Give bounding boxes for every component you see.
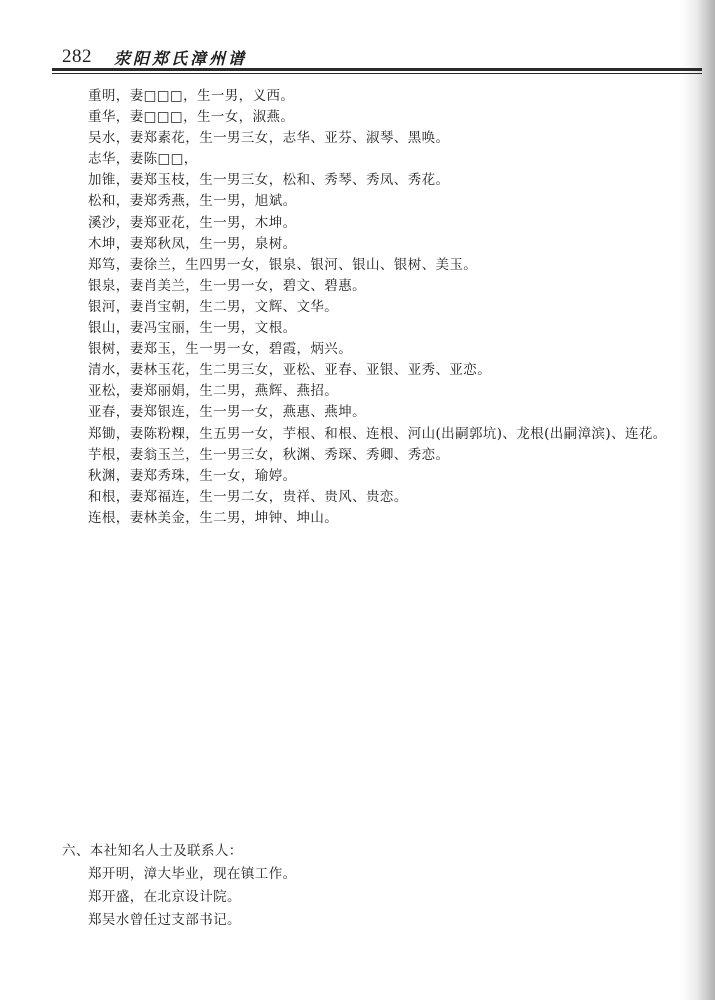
genealogy-entry: 加锥，妻郑玉枝，生一男三女，松和、秀琴、秀凤、秀花。	[88, 172, 450, 189]
genealogy-entry: 和根，妻郑福连，生一男二女，贵祥、贵风、贵恋。	[88, 488, 408, 505]
genealogy-entry: 银泉，妻肖美兰，生一男一女，碧文、碧惠。	[88, 277, 366, 294]
page-number: 282	[62, 46, 92, 67]
book-title: 荥阳郑氏漳州谱	[114, 49, 248, 68]
contact-entry: 郑吴水曾任过支部书记。	[88, 912, 241, 928]
genealogy-entry: 溪沙，妻郑亚花，生一男，木坤。	[88, 214, 297, 231]
genealogy-entry: 郑笃，妻徐兰，生四男一女，银泉、银河、银山、银树、美玉。	[88, 256, 478, 273]
genealogy-entry: 重明，妻□□□，生一男，义西。	[88, 88, 295, 104]
genealogy-entry: 连根，妻林美金，生二男，坤钟、坤山。	[88, 509, 339, 526]
contact-entry: 郑开明，漳大毕业，现在镇工作。	[88, 866, 297, 882]
genealogy-entry: 重华，妻□□□，生一女，淑燕。	[88, 109, 295, 126]
genealogy-entry: 芋根，妻翁玉兰，生一男三女，秋渊、秀琛、秀卿、秀恋。	[88, 446, 450, 463]
contact-list	[62, 863, 682, 932]
genealogy-entry: 亚春，妻郑银连，生一男一女，燕惠、燕坤。	[88, 404, 366, 421]
genealogy-entry-list	[88, 86, 713, 529]
header-rule-thick	[52, 68, 702, 71]
genealogy-entry: 吴水，妻郑素花，生一男三女，志华、亚芬、淑琴、黑唤。	[88, 130, 450, 147]
section-heading: 六、本社知名人士及联系人：	[62, 843, 243, 859]
header-rule-thin	[52, 73, 702, 74]
genealogy-entry: 郑锄，妻陈粉粿，生五男一女，芋根、和根、连根、河山(出嗣郭坑)、龙根(出嗣漳滨)、连花。	[88, 425, 667, 442]
genealogy-entry: 秋渊，妻郑秀珠，生一女，瑜婷。	[88, 467, 297, 484]
genealogy-entry: 松和，妻郑秀燕，生一男，旭斌。	[88, 193, 297, 210]
genealogy-entry: 木坤，妻郑秋凤，生一男，泉树。	[88, 235, 297, 252]
genealogy-entry: 银山，妻冯宝丽，生一男，文根。	[88, 320, 297, 337]
genealogy-entry: 志华，妻陈□□，	[88, 151, 198, 168]
notable-people-section	[62, 840, 682, 932]
genealogy-entry: 亚松，妻郑丽娟，生二男，燕辉、燕招。	[88, 383, 339, 400]
genealogy-entry: 银河，妻肖宝朝，生二男，文辉、文华。	[88, 298, 339, 315]
genealogy-entry: 银树，妻郑玉，生一男一女，碧霞，炳兴。	[88, 341, 353, 358]
genealogy-entry: 清水，妻林玉花，生二男三女，亚松、亚春、亚银、亚秀、亚恋。	[88, 362, 492, 379]
contact-entry: 郑开盛，在北京设计院。	[88, 889, 241, 905]
